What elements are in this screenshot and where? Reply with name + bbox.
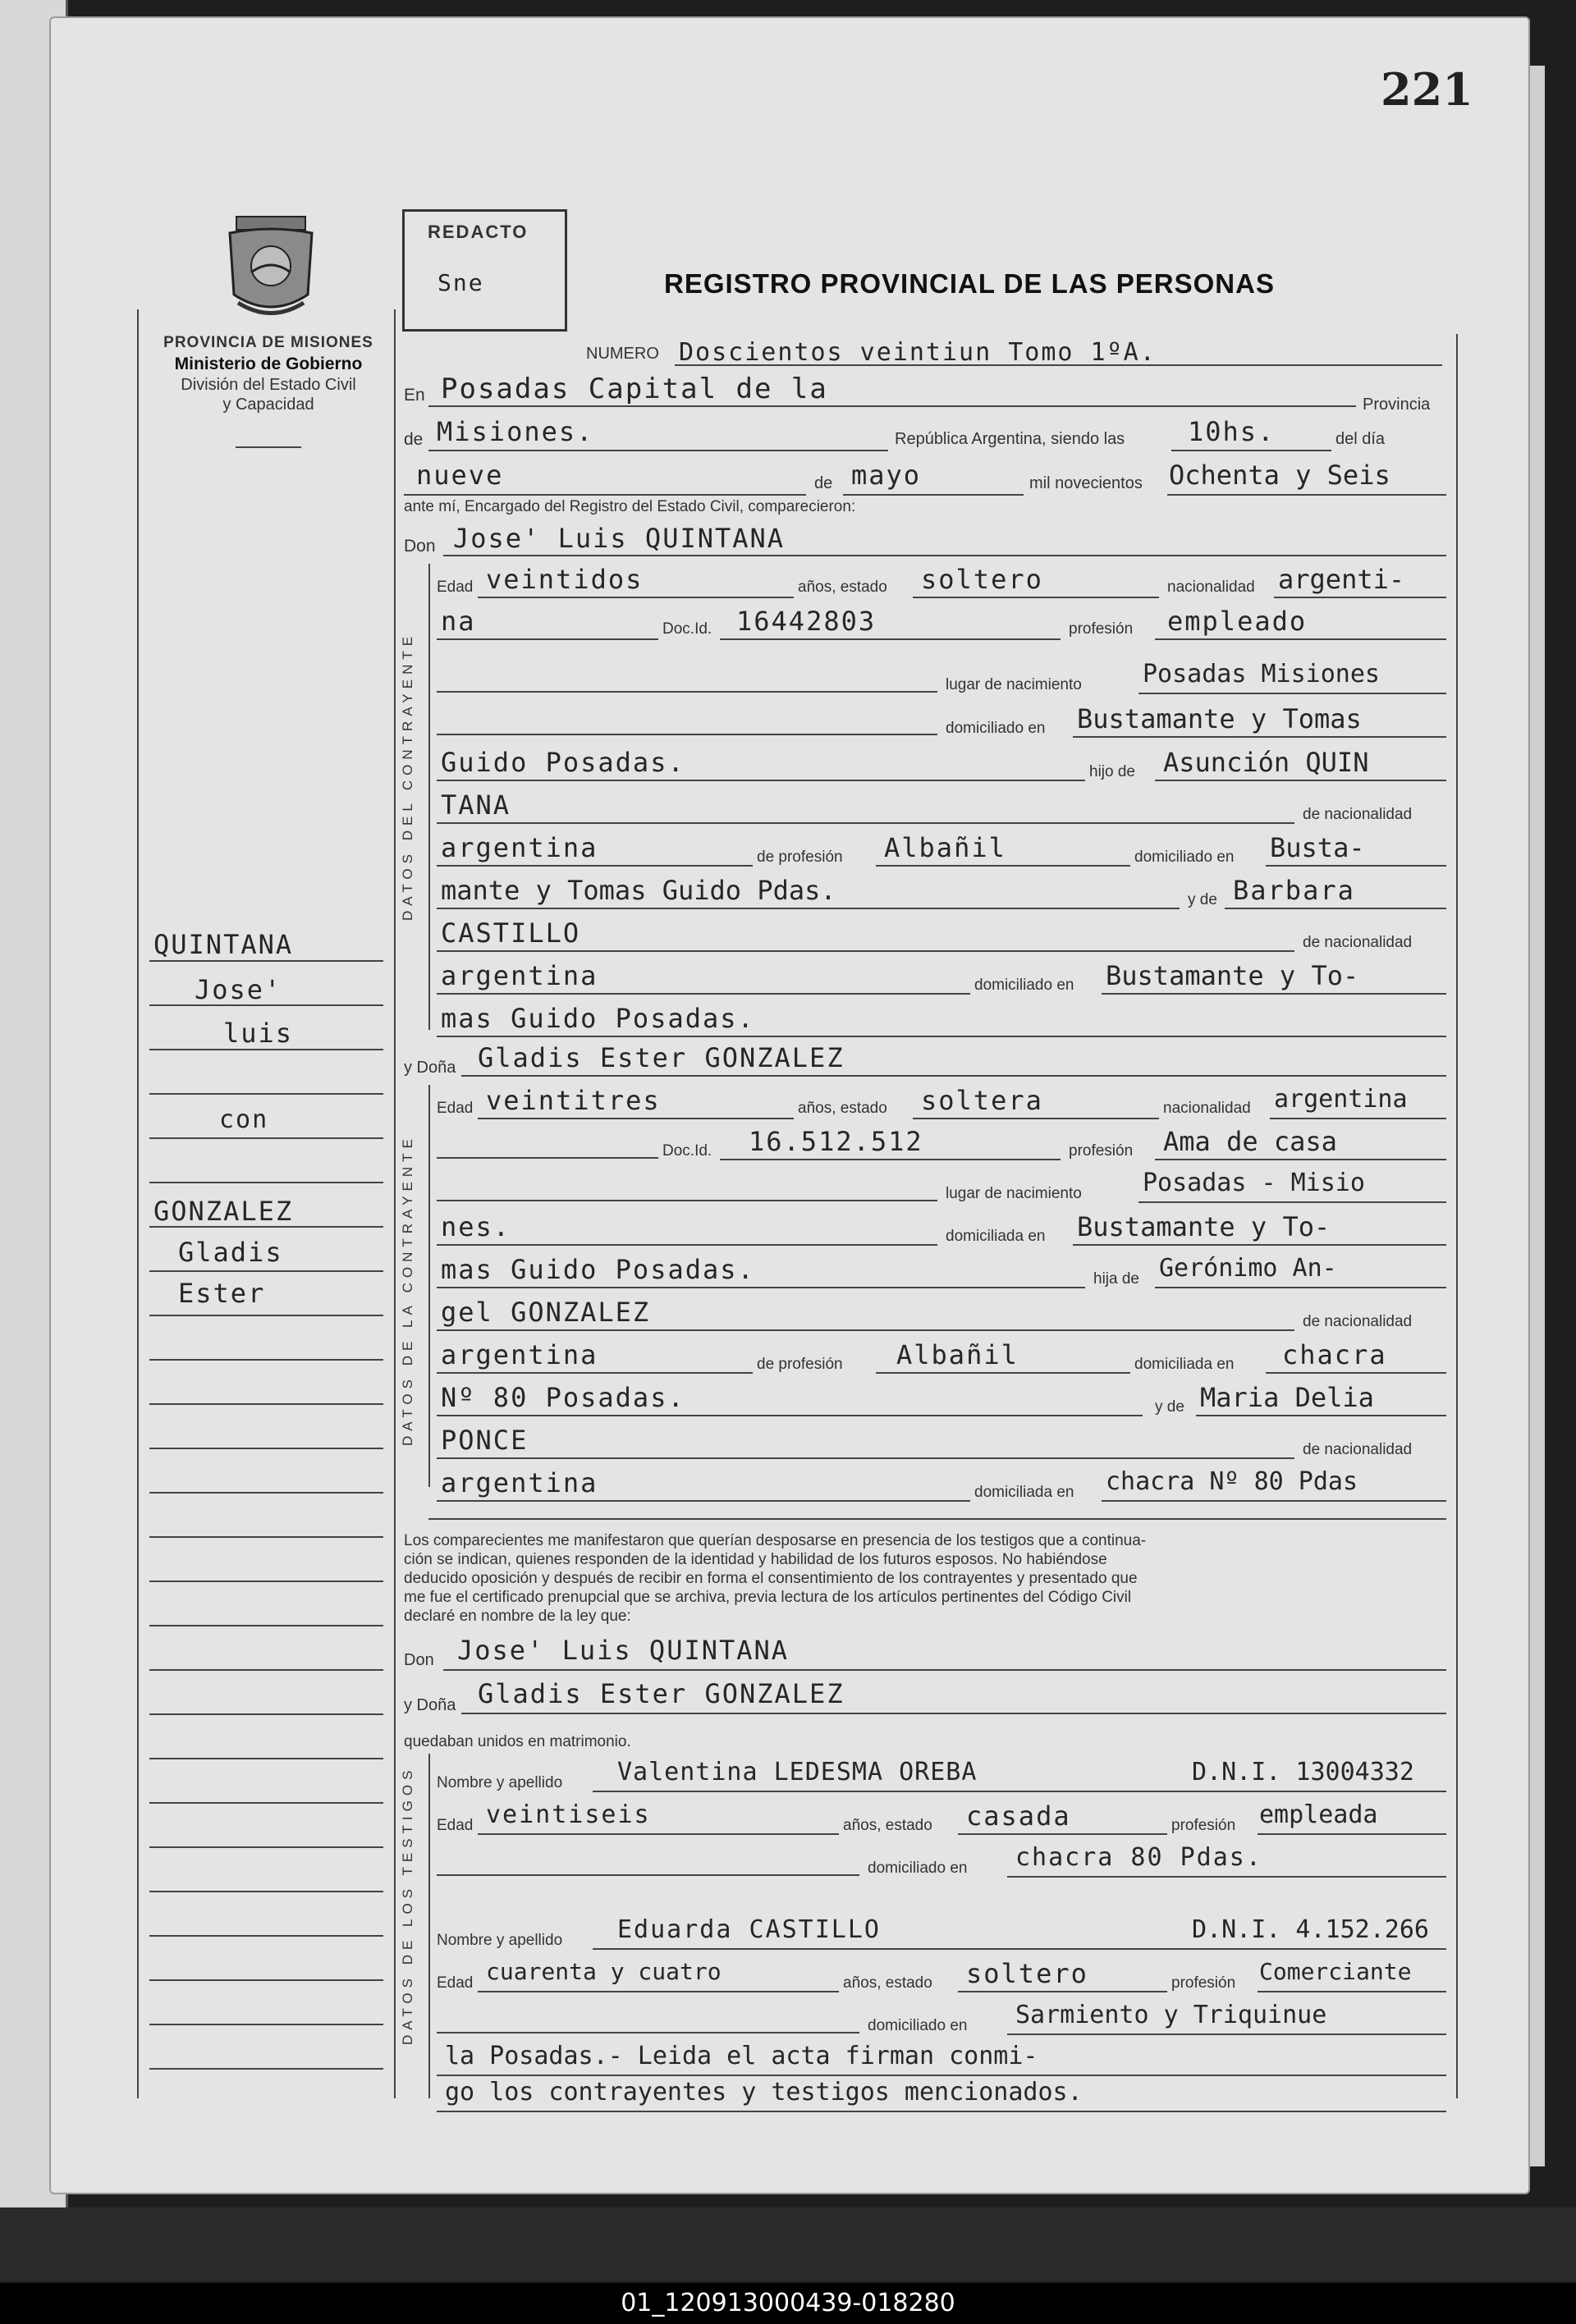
groom-fill-padre2 [437, 789, 1294, 824]
bride-label-y-de: y de [1155, 1398, 1184, 1416]
w1-label-prof: profesión [1171, 1817, 1236, 1834]
groom-blank-line [437, 691, 937, 693]
groom-estado: soltero [921, 564, 1043, 595]
sidebar-ministry: Ministerio de Gobierno [174, 355, 363, 373]
bride-label-padre-dom: domiciliada en [1134, 1356, 1235, 1373]
bride-label-estado: años, estado [798, 1100, 887, 1117]
bride-padre-prof: Albañil [896, 1339, 1019, 1370]
bride-label-madre-dom: domiciliada en [974, 1484, 1074, 1501]
groom-edad: veintidos [486, 564, 644, 595]
sidebar-divider [236, 446, 301, 448]
label-de-prov: de [404, 430, 424, 449]
sidebar-division: División del Estado Civil [181, 376, 356, 394]
union-label-don: Don [404, 1651, 434, 1669]
bride-label-lugar: lugar de nacimiento [946, 1185, 1082, 1202]
document-title: REGISTRO PROVINCIAL DE LAS PERSONAS [664, 268, 1275, 299]
form-right-rule [1456, 334, 1458, 2098]
groom-nac-1: argenti- [1278, 564, 1405, 595]
bride-name: Gladis Ester GONZALEZ [478, 1042, 845, 1073]
groom-blank-line-2 [437, 734, 937, 735]
value-numero: Doscientos veintiun Tomo 1ºA. [679, 338, 1157, 367]
bride-madre-nac: argentina [441, 1467, 598, 1498]
bride-profesion: Ama de casa [1163, 1126, 1337, 1157]
bride-lugar-1: Posadas - Misio [1143, 1169, 1365, 1197]
groom-label-padre-nac: de nacionalidad [1303, 806, 1413, 823]
bride-padre-1: Gerónimo An- [1159, 1254, 1337, 1283]
groom-label-nac: nacionalidad [1167, 579, 1255, 596]
declaration-line-3: deducido oposición y después de recibir en forma el consentimiento de los contrayentes y presentado que [404, 1570, 1138, 1587]
w2-domicilio-1: Sarmiento y Triquinue [1015, 2001, 1327, 2029]
groom-label-padre-dom: domiciliado en [1134, 849, 1235, 866]
value-dia: nueve [416, 460, 504, 491]
margin-left-rule [137, 309, 139, 2098]
witness-bracket [428, 1754, 430, 2098]
page-number: 221 [1381, 63, 1473, 116]
groom-padre-dom-1: Busta- [1270, 832, 1365, 863]
bride-nac: argentina [1274, 1085, 1408, 1114]
value-anio: Ochenta y Seis [1169, 460, 1390, 491]
margin-name-groom-1: Jose' [195, 974, 282, 1005]
label-numero: NUMERO [586, 345, 659, 363]
w1-doc: D.N.I. 13004332 [1192, 1758, 1414, 1786]
groom-label-edad: Edad [437, 579, 474, 596]
groom-padre-prof: Albañil [884, 832, 1006, 863]
groom-name: Jose' Luis QUINTANA [453, 523, 786, 554]
value-provincia: Misiones. [437, 416, 594, 447]
bride-estado: soltera [921, 1085, 1043, 1116]
value-mes: mayo [851, 460, 922, 491]
redacto-value: Sne [438, 269, 484, 296]
label-dona: y Doña [404, 1059, 456, 1077]
w1-profesion: empleada [1259, 1800, 1378, 1829]
groom-label-dom: domiciliado en [946, 720, 1046, 737]
w2-edad: cuarenta y cuatro [486, 1958, 722, 1985]
union-don-name: Jose' Luis QUINTANA [457, 1635, 790, 1666]
w2-label-dom: domiciliado en [868, 2017, 968, 2034]
bride-bracket [428, 1085, 430, 1487]
w1-label-edad: Edad [437, 1817, 474, 1834]
declaration-line-1: Los comparecientes me manifestaron que querían desposarse en presencia de los testigos que a continua- [404, 1532, 1147, 1549]
w2-label-edad: Edad [437, 1974, 474, 1992]
w1-domicilio: chacra 80 Pdas. [1015, 1843, 1262, 1872]
union-label-dona: y Doña [404, 1696, 456, 1714]
bride-madre-1: Maria Delia [1200, 1382, 1374, 1413]
sidebar-province: PROVINCIA DE MISIONES [163, 334, 373, 351]
crest-seal-icon [222, 208, 320, 323]
label-en: En [404, 386, 425, 405]
w1-estado: casada [966, 1800, 1071, 1832]
groom-domicilio-1: Bustamante y Tomas [1077, 703, 1362, 734]
bride-padre-2: gel GONZALEZ [441, 1297, 651, 1328]
groom-domicilio-2: Guido Posadas. [441, 747, 685, 778]
w2-doc: D.N.I. 4.152.266 [1192, 1915, 1429, 1944]
w2-estado: soltero [966, 1958, 1088, 1989]
w1-nombre: Valentina LEDESMA OREBA [617, 1758, 978, 1786]
groom-label-lugar: lugar de nacimiento [946, 676, 1082, 693]
w2-label-nombre: Nombre y apellido [437, 1932, 563, 1949]
bride-label-doc: Doc.Id. [662, 1142, 712, 1160]
register-page [49, 16, 1530, 2194]
groom-madre-dom-1: Bustamante y To- [1106, 960, 1359, 991]
redacto-box [402, 209, 567, 332]
label-quedaban: quedaban unidos en matrimonio. [404, 1733, 631, 1750]
bride-label-padre-nac: de nacionalidad [1303, 1313, 1413, 1330]
bride-madre-dom: chacra Nº 80 Pdas [1106, 1467, 1358, 1496]
groom-label-prof: profesión [1069, 620, 1134, 638]
groom-bracket [428, 564, 430, 1030]
groom-label-hijo: hijo de [1089, 763, 1135, 780]
w1-label-dom: domiciliado en [868, 1860, 968, 1877]
bride-domicilio-2: mas Guido Posadas. [441, 1254, 755, 1285]
groom-section-label: DATOS DEL CONTRAYENTE [400, 631, 415, 921]
redacto-label: REDACTO [428, 222, 529, 242]
groom-label-madre-nac: de nacionalidad [1303, 934, 1413, 951]
witness-section-label: DATOS DE LOS TESTIGOS [400, 1765, 415, 2045]
groom-madre-dom-2: mas Guido Posadas. [441, 1003, 755, 1034]
bride-label-hija: hija de [1093, 1270, 1139, 1288]
margin-surname-groom: QUINTANA [153, 929, 294, 960]
union-dona-name: Gladis Ester GONZALEZ [478, 1678, 845, 1709]
w1-label-nombre: Nombre y apellido [437, 1774, 563, 1791]
bride-blank-line-2 [437, 1200, 937, 1201]
bride-label-madre-nac: de nacionalidad [1303, 1441, 1413, 1458]
declaration-line-2: ción se indican, quienes responden de la identidad y habilidad de los futuros esposos. No habiéndose [404, 1551, 1107, 1568]
label-republica: República Argentina, siendo las [895, 430, 1125, 448]
bride-madre-2: PONCE [441, 1425, 529, 1456]
w2-profesion: Comerciante [1259, 1958, 1412, 1985]
groom-padre-nac: argentina [441, 832, 598, 863]
bride-label-padre-prof: de profesión [757, 1356, 843, 1373]
bride-label-dom: domiciliada en [946, 1228, 1046, 1245]
bottom-background [0, 2207, 1576, 2281]
groom-padre-dom-2: mante y Tomas Guido Pdas. [441, 875, 836, 906]
groom-padre-1: Asunción QUIN [1163, 747, 1369, 778]
w2-domicilio-2: la Posadas.- Leida el acta firman conmi- [445, 2042, 1038, 2070]
groom-profesion: empleado [1167, 606, 1308, 637]
declaration-line-4: me fue el certificado prenupcial que se archiva, previa lectura de los artículos pertinentes del Código Civil [404, 1589, 1132, 1606]
bride-doc: 16.512.512 [749, 1126, 923, 1157]
bride-label-edad: Edad [437, 1100, 474, 1117]
value-hora: 10hs. [1188, 416, 1276, 447]
sidebar-capacity: y Capacidad [222, 396, 314, 414]
w1-label-estado: años, estado [843, 1817, 932, 1834]
bride-padre-dom-1: chacra [1282, 1339, 1387, 1370]
w1-edad: veintiseis [486, 1800, 651, 1829]
bride-label-nac: nacionalidad [1163, 1100, 1251, 1117]
bride-fill-lugar2 [437, 1211, 937, 1246]
bride-padre-nac: argentina [441, 1339, 598, 1370]
w2-domicilio-3: go los contrayentes y testigos mencionados. [445, 2078, 1083, 2107]
bride-section-bottom [428, 1518, 1446, 1520]
groom-madre-1: Barbara [1233, 875, 1355, 906]
label-de-mes: de [814, 474, 833, 492]
image-id-footer: 01_120913000439-018280 [0, 2283, 1576, 2324]
margin-name-groom-2: luis [223, 1018, 294, 1049]
declaration-line-5: declaré en nombre de la ley que: [404, 1608, 631, 1625]
groom-label-madre-dom: domiciliado en [974, 977, 1074, 994]
w1-blank-line [437, 1874, 859, 1876]
groom-label-doc: Doc.Id. [662, 620, 712, 638]
groom-madre-2: CASTILLO [441, 917, 581, 949]
bride-fill-madre2 [437, 1425, 1294, 1459]
w2-label-prof: profesión [1171, 1974, 1236, 1992]
groom-label-estado: años, estado [798, 579, 887, 596]
margin-con: con [219, 1105, 269, 1134]
margin-surname-bride: GONZALEZ [153, 1196, 294, 1227]
groom-madre-nac: argentina [441, 960, 598, 991]
margin-right-rule [394, 309, 396, 2098]
groom-label-padre-prof: de profesión [757, 849, 843, 866]
groom-label-y-de: y de [1188, 891, 1217, 908]
w2-nombre: Eduarda CASTILLO [617, 1915, 881, 1944]
groom-doc: 16442803 [736, 606, 877, 637]
bride-label-prof: profesión [1069, 1142, 1134, 1160]
margin-name-bride-2: Ester [178, 1278, 266, 1309]
label-ante-mi: ante mí, Encargado del Registro del Estado Civil, comparecieron: [404, 498, 856, 515]
groom-lugar-nac: Posadas Misiones [1143, 660, 1380, 689]
bride-edad: veintitres [486, 1085, 661, 1116]
groom-padre-2: TANA [441, 789, 511, 821]
bride-lugar-2: nes. [441, 1211, 511, 1242]
bride-padre-dom-2: Nº 80 Posadas. [441, 1382, 685, 1413]
label-del-dia: del día [1335, 430, 1386, 448]
label-don: Don [404, 537, 436, 556]
w2-label-estado: años, estado [843, 1974, 932, 1992]
margin-name-bride-1: Gladis [178, 1237, 283, 1268]
bride-domicilio-1: Bustamante y To- [1077, 1211, 1331, 1242]
label-provincia: Provincia [1363, 396, 1431, 414]
bride-section-label: DATOS DE LA CONTRAYENTE [400, 1134, 415, 1446]
value-lugar: Posadas Capital de la [441, 373, 828, 405]
w2-blank-line [437, 2032, 859, 2034]
bride-blank-line [437, 1157, 658, 1159]
groom-nac-2: na [441, 606, 476, 637]
label-mil: mil novecientos [1029, 474, 1143, 492]
